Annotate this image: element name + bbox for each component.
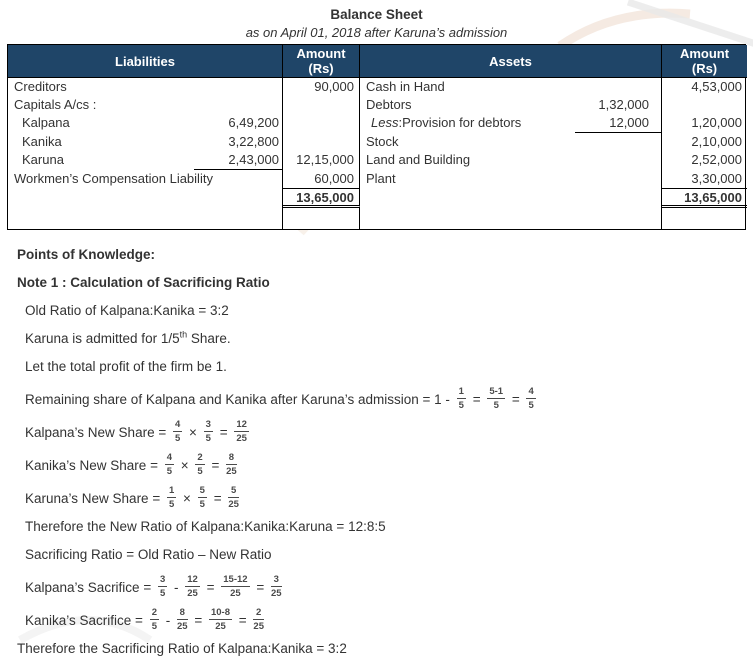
fraction: $\frac{8}{25}$ (226, 452, 237, 477)
formula-kalpana-new-share (17, 420, 746, 445)
formula-text: = (209, 490, 226, 506)
assets-total: 13,65,000 (662, 188, 747, 208)
header-label: Amount (679, 46, 730, 61)
liability-label: Workmen’s Compensation Liability (14, 171, 213, 186)
page-subtitle: as on April 01, 2018 after Karuna’s admission (245, 25, 508, 40)
admitted-pre: Karuna is admitted for 1/5 (25, 331, 180, 346)
fraction: $\frac{8}{25}$ (177, 607, 188, 632)
fraction: $\frac{3}{5}$ (205, 419, 211, 444)
line-let-profit: Let the total profit of the firm be 1. (25, 359, 227, 374)
asset-sub-amount: 12,000 (575, 114, 661, 133)
formula-text: = (235, 612, 251, 628)
fraction: $\frac{3}{25}$ (270, 574, 282, 599)
liability-amount: 60,000 (283, 170, 360, 188)
formula-kalpana-sacrifice (17, 575, 746, 600)
formula-text: × (179, 490, 195, 506)
line-old-ratio: Old Ratio of Kalpana:Kanika = 3:2 (25, 303, 229, 318)
ordinal-superscript: th (179, 329, 188, 340)
fraction: $\frac{4}{5}$ (528, 386, 534, 411)
asset-amount: 2,10,000 (691, 134, 742, 149)
liability-amount (283, 114, 360, 133)
fraction: $\frac{3}{5}$ (159, 574, 166, 599)
asset-amount: 4,53,000 (691, 79, 742, 94)
asset-label: Plant (366, 171, 396, 186)
formula-text: = (508, 391, 524, 407)
fraction: $\frac{1}{5}$ (168, 485, 175, 510)
column-header-amount-liab (283, 45, 360, 78)
empty-cell (662, 208, 747, 229)
table-row-asset (360, 151, 662, 170)
liability-sub-amount: 3,22,800 (228, 134, 279, 149)
header-label: Amount (296, 46, 346, 61)
formula-text: Kanika’s New Share = (25, 457, 162, 473)
fraction: $\frac{1}{5}$ (458, 386, 464, 411)
empty-cell (360, 188, 662, 208)
fraction: $\frac{4}{5}$ (174, 419, 181, 444)
asset-amount: 1,20,000 (691, 115, 742, 130)
formula-text: Remaining share of Kalpana and Kanika after Karuna’s admission = 1 - (25, 391, 454, 407)
header-label: (Rs) (691, 61, 718, 76)
formula-text: - (161, 612, 174, 628)
formula-text: = (468, 391, 485, 407)
formula-text: = (252, 579, 268, 595)
asset-label: Stock (366, 134, 399, 149)
formula-kanika-new-share (17, 453, 746, 478)
column-header-amount-assets (662, 45, 747, 78)
liability-label: Capitals A/cs : (14, 97, 97, 112)
asset-label: Cash in Hand (366, 79, 445, 94)
liability-sub-amount: 6,49,200 (228, 115, 279, 130)
empty-cell (283, 208, 360, 229)
admitted-post: Share. (187, 331, 231, 346)
fraction: $\frac{5-1}{5}$ (489, 386, 504, 411)
asset-label: Land and Building (366, 152, 471, 167)
asset-label (366, 114, 521, 132)
table-row-liability (8, 96, 283, 114)
page-title: Balance Sheet (330, 7, 423, 22)
fraction: $\frac{2}{25}$ (253, 607, 264, 632)
formula-karuna-new-share (17, 486, 746, 511)
liabilities-total: 13,65,000 (283, 188, 360, 208)
formula-text: Kalpana’s Sacrifice = (25, 579, 155, 595)
fraction: $\frac{4}{5}$ (166, 452, 172, 477)
liability-label: Kanika (22, 134, 62, 149)
formula-text: = (207, 457, 224, 473)
formula-text: Kalpana’s New Share = (25, 424, 170, 440)
table-row-liability (8, 78, 283, 96)
fraction: $\frac{12}{25}$ (187, 574, 198, 599)
fraction: $\frac{10-8}{25}$ (210, 607, 230, 632)
column-header-assets (360, 45, 662, 78)
fraction: $\frac{5}{25}$ (228, 485, 239, 510)
liability-amount: 90,000 (283, 78, 360, 96)
table-row-liability (8, 133, 283, 151)
fraction: $\frac{15-12}{25}$ (223, 574, 248, 599)
formula-text: Karuna’s New Share = (25, 490, 164, 506)
formula-text: = (202, 579, 219, 595)
asset-amount (662, 96, 747, 114)
formula-text: - (170, 579, 183, 595)
formula-kanika-sacrifice (17, 608, 746, 633)
title-block (7, 6, 746, 41)
header-label: Assets (489, 53, 532, 69)
table-row-asset (360, 133, 662, 151)
asset-amount: 2,52,000 (691, 152, 742, 167)
liability-sub-amount: 2,43,000 (194, 151, 282, 170)
table-row-asset (360, 114, 662, 133)
points-heading: Points of Knowledge: (17, 247, 155, 262)
formula-text: × (185, 424, 201, 440)
line-new-ratio: Therefore the New Ratio of Kalpana:Kanika:Karuna = 12:8:5 (25, 519, 386, 534)
empty-cell (360, 208, 662, 229)
table-row-liability (8, 151, 283, 170)
fraction: $\frac{5}{5}$ (199, 485, 205, 510)
table-row-liability (8, 114, 283, 133)
table-row-liability (8, 170, 283, 188)
fraction: $\frac{2}{5}$ (151, 607, 157, 632)
formula-remaining-share (17, 387, 746, 412)
liability-label: Karuna (22, 152, 64, 167)
asset-sub-amount: 1,32,000 (598, 97, 649, 112)
formula-text: × (177, 457, 193, 473)
empty-cell (8, 208, 283, 229)
liability-amount (283, 96, 360, 114)
header-label: Liabilities (115, 53, 175, 69)
liability-amount: 12,15,000 (283, 151, 360, 170)
formula-text: = (190, 612, 206, 628)
empty-cell (8, 188, 283, 208)
fraction: $\frac{12}{25}$ (236, 419, 247, 444)
balance-sheet-table (7, 44, 746, 230)
points-of-knowledge-section (7, 247, 746, 657)
line-final-ratio: Therefore the Sacrificing Ratio of Kalpana:Kanika = 3:2 (17, 641, 347, 656)
less-word: Less (371, 115, 399, 130)
column-header-liabilities (8, 45, 283, 78)
asset-label-rest: :Provision for debtors (398, 115, 522, 130)
asset-label: Debtors (366, 97, 412, 112)
table-row-asset (360, 78, 662, 96)
fraction: $\frac{2}{5}$ (197, 452, 203, 477)
liability-label: Creditors (14, 79, 67, 94)
note1-heading: Note 1 : Calculation of Sacrificing Ratio (17, 275, 270, 290)
liability-amount (283, 133, 360, 151)
formula-text: Kanika’s Sacrifice = (25, 612, 147, 628)
asset-amount: 3,30,000 (691, 171, 742, 186)
header-label: (Rs) (308, 61, 334, 76)
table-row-asset (360, 170, 662, 188)
table-row-asset (360, 96, 662, 114)
formula-text: = (215, 424, 232, 440)
line-sacrificing-rule: Sacrificing Ratio = Old Ratio – New Ratio (25, 547, 272, 562)
line-karuna-admitted (17, 331, 746, 347)
liability-label: Kalpana (22, 115, 70, 130)
